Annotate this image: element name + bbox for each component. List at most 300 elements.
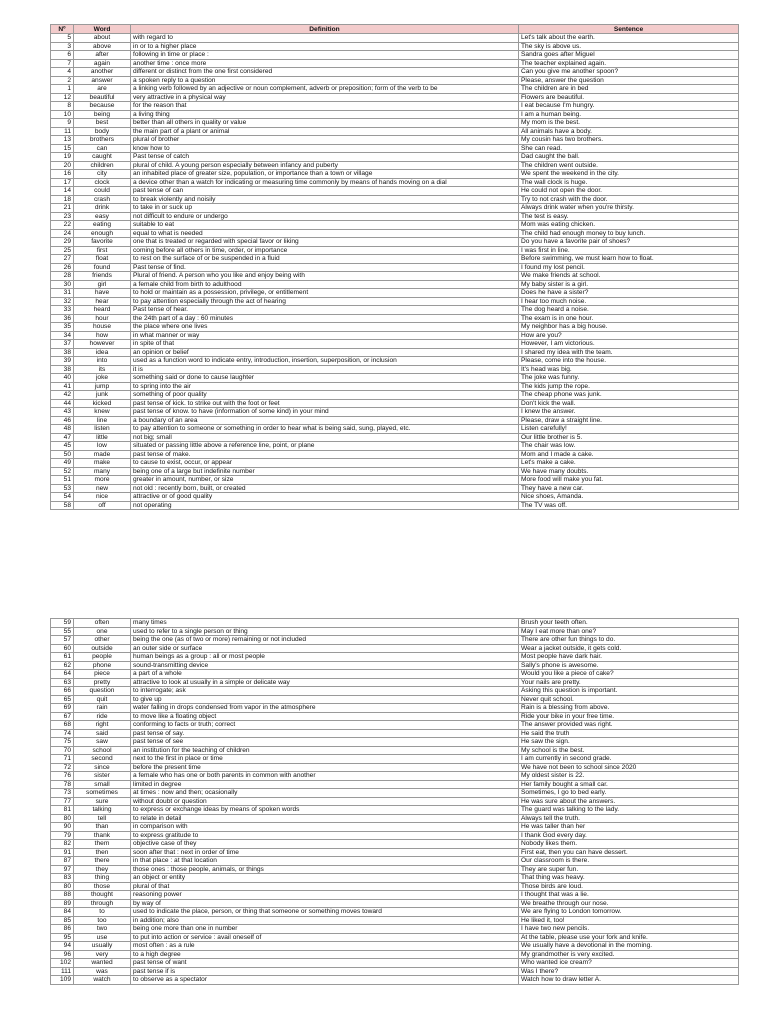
cell-definition: to cause to exist, occur, or appear — [131, 459, 519, 468]
cell-sentence: Nice shoes, Amanda. — [519, 493, 739, 502]
cell-number: 62 — [51, 661, 74, 670]
cell-definition: an institution for the teaching of children — [131, 746, 519, 755]
cell-definition: next to the first in place or time — [131, 755, 519, 764]
cell-sentence: Ride your bike in your free time. — [519, 712, 739, 721]
table-row — [51, 144, 739, 153]
table-row — [51, 136, 739, 145]
cell-sentence: He was taller than her — [519, 823, 739, 832]
cell-word: enough — [74, 229, 131, 238]
cell-sentence: My mom is the best. — [519, 119, 739, 128]
cell-definition: a linking verb followed by an adjective or noun complement, adverb or preposition; form of the verb to be — [131, 85, 519, 94]
table-row — [51, 212, 739, 221]
cell-definition: another time : once more — [131, 59, 519, 68]
cell-sentence: The chair was low. — [519, 442, 739, 451]
cell-number: 47 — [51, 433, 74, 442]
table-row — [51, 848, 739, 857]
cell-number: 34 — [51, 331, 74, 340]
cell-word: after — [74, 51, 131, 60]
cell-word: them — [74, 840, 131, 849]
header-word: Word — [74, 25, 131, 34]
cell-word: another — [74, 68, 131, 77]
cell-word: people — [74, 653, 131, 662]
cell-word: how — [74, 331, 131, 340]
cell-definition: not old : recently born, built, or created — [131, 484, 519, 493]
cell-definition: an object or entity — [131, 874, 519, 883]
cell-word: question — [74, 687, 131, 696]
table-row — [51, 178, 739, 187]
cell-definition: in spite of that — [131, 340, 519, 349]
cell-definition: past tense of kick. to strike out with the foot or feet — [131, 399, 519, 408]
table-row — [51, 789, 739, 798]
cell-sentence: My neighbor has a big house. — [519, 323, 739, 332]
vocabulary-table-bottom — [50, 618, 739, 985]
cell-definition: with regard to — [131, 34, 519, 43]
cell-definition: without doubt or question — [131, 797, 519, 806]
table-row — [51, 908, 739, 917]
cell-number: 6 — [51, 51, 74, 60]
cell-definition: past tense of know. to have (information of some kind) in your mind — [131, 408, 519, 417]
cell-sentence: They have a new car. — [519, 484, 739, 493]
cell-number: 66 — [51, 687, 74, 696]
cell-sentence: I was first in line. — [519, 246, 739, 255]
table-row — [51, 221, 739, 230]
table-row — [51, 433, 739, 442]
table-row — [51, 102, 739, 111]
cell-word: school — [74, 746, 131, 755]
table-row — [51, 899, 739, 908]
cell-word: girl — [74, 280, 131, 289]
cell-word: above — [74, 42, 131, 51]
table-row — [51, 976, 739, 985]
table-row — [51, 746, 739, 755]
cell-definition: to pay attention especially through the act of hearing — [131, 297, 519, 306]
table-row — [51, 678, 739, 687]
table-row — [51, 348, 739, 357]
cell-number: 76 — [51, 772, 74, 781]
cell-word: said — [74, 729, 131, 738]
cell-definition: being one of a large but indefinite number — [131, 467, 519, 476]
table-row — [51, 153, 739, 162]
cell-sentence: The cheap phone was junk. — [519, 391, 739, 400]
cell-word: have — [74, 289, 131, 298]
cell-sentence: Your nails are pretty. — [519, 678, 739, 687]
table-row — [51, 501, 739, 510]
cell-sentence: More food will make you fat. — [519, 476, 739, 485]
table-row — [51, 670, 739, 679]
cell-number: 40 — [51, 374, 74, 383]
cell-word: quit — [74, 695, 131, 704]
table-row — [51, 459, 739, 468]
cell-number: 36 — [51, 314, 74, 323]
cell-number: 19 — [51, 153, 74, 162]
cell-sentence: Most people have dark hair. — [519, 653, 739, 662]
cell-definition: an outer side or surface — [131, 644, 519, 653]
table-row — [51, 933, 739, 942]
cell-sentence: The guard was talking to the lady. — [519, 806, 739, 815]
cell-word: thing — [74, 874, 131, 883]
cell-sentence: I shared my idea with the team. — [519, 348, 739, 357]
cell-word: was — [74, 967, 131, 976]
cell-definition: suitable to eat — [131, 221, 519, 230]
cell-word: clock — [74, 178, 131, 187]
cell-definition: to break violently and noisily — [131, 195, 519, 204]
cell-sentence: The children are in bed — [519, 85, 739, 94]
table-row — [51, 738, 739, 747]
cell-sentence: Who wanted ice cream? — [519, 959, 739, 968]
cell-definition: Plural of friend. A person who you like and enjoy being with — [131, 272, 519, 281]
cell-number: 26 — [51, 263, 74, 272]
cell-word: than — [74, 823, 131, 832]
cell-sentence: Can you give me another spoon? — [519, 68, 739, 77]
cell-number: 38 — [51, 348, 74, 357]
cell-definition: in what manner or way — [131, 331, 519, 340]
cell-sentence: My baby sister is a girl. — [519, 280, 739, 289]
table-row — [51, 493, 739, 502]
cell-definition: objective case of they — [131, 840, 519, 849]
table-row — [51, 399, 739, 408]
cell-sentence: The sky is above us. — [519, 42, 739, 51]
cell-definition: in that place : at that location — [131, 857, 519, 866]
cell-definition: a female who has one or both parents in common with another — [131, 772, 519, 781]
cell-definition: the main part of a plant or animal — [131, 127, 519, 136]
cell-word: again — [74, 59, 131, 68]
cell-word: house — [74, 323, 131, 332]
cell-definition: following in time or place : — [131, 51, 519, 60]
cell-number: 29 — [51, 238, 74, 247]
cell-sentence: She can read. — [519, 144, 739, 153]
cell-word: best — [74, 119, 131, 128]
cell-word: second — [74, 755, 131, 764]
cell-word: being — [74, 110, 131, 119]
cell-word: answer — [74, 76, 131, 85]
table-row — [51, 272, 739, 281]
cell-definition: to take in or suck up — [131, 204, 519, 213]
table-row — [51, 323, 739, 332]
cell-definition: to interrogate; ask — [131, 687, 519, 696]
cell-number: 60 — [51, 644, 74, 653]
cell-definition: being one more than one in number — [131, 925, 519, 934]
cell-number: 7 — [51, 59, 74, 68]
cell-definition: to rest on the surface of or be suspended in a fluid — [131, 255, 519, 264]
cell-word: wanted — [74, 959, 131, 968]
cell-number: 39 — [51, 357, 74, 366]
cell-word: idea — [74, 348, 131, 357]
cell-sentence: Listen carefully! — [519, 425, 739, 434]
cell-sentence: Wear a jacket outside, it gets cold. — [519, 644, 739, 653]
table-row — [51, 416, 739, 425]
cell-number: 28 — [51, 272, 74, 281]
cell-number: 37 — [51, 340, 74, 349]
cell-word: they — [74, 865, 131, 874]
table-row — [51, 882, 739, 891]
cell-definition: a living thing — [131, 110, 519, 119]
cell-number: 45 — [51, 442, 74, 451]
cell-number: 16 — [51, 170, 74, 179]
cell-number: 52 — [51, 467, 74, 476]
cell-definition: at times : now and then; ocasionally — [131, 789, 519, 798]
cell-word: very — [74, 950, 131, 959]
cell-number: 77 — [51, 797, 74, 806]
cell-word: eating — [74, 221, 131, 230]
cell-sentence: There are other fun things to do. — [519, 636, 739, 645]
cell-number: 44 — [51, 399, 74, 408]
cell-number: 64 — [51, 670, 74, 679]
cell-word: thank — [74, 831, 131, 840]
cell-definition: to express or exchange ideas by means of spoken words — [131, 806, 519, 815]
table-row — [51, 289, 739, 298]
cell-number: 20 — [51, 161, 74, 170]
cell-word: knew — [74, 408, 131, 417]
cell-sentence: Watch how to draw letter A. — [519, 976, 739, 985]
table-row — [51, 627, 739, 636]
cell-number: 95 — [51, 933, 74, 942]
cell-definition: many times — [131, 619, 519, 628]
table-row — [51, 874, 739, 883]
cell-definition: to spring into the air — [131, 382, 519, 391]
cell-word: friends — [74, 272, 131, 281]
cell-definition: Past tense of hear. — [131, 306, 519, 315]
cell-definition: equal to what is needed — [131, 229, 519, 238]
cell-number: 70 — [51, 746, 74, 755]
cell-word: easy — [74, 212, 131, 221]
cell-sentence: Mom was eating chicken. — [519, 221, 739, 230]
cell-word: crash — [74, 195, 131, 204]
table-row — [51, 34, 739, 43]
cell-word: because — [74, 102, 131, 111]
cell-sentence: Don't kick the wall. — [519, 399, 739, 408]
cell-word: beautiful — [74, 93, 131, 102]
cell-word: thought — [74, 891, 131, 900]
cell-word: drink — [74, 204, 131, 213]
cell-definition: past tense if is — [131, 967, 519, 976]
cell-number: 81 — [51, 806, 74, 815]
cell-sentence: I thank God every day. — [519, 831, 739, 840]
table-row — [51, 687, 739, 696]
cell-number: 96 — [51, 950, 74, 959]
table-row — [51, 42, 739, 51]
table-row — [51, 857, 739, 866]
cell-word: can — [74, 144, 131, 153]
table-row — [51, 127, 739, 136]
cell-sentence: Her family bought a small car. — [519, 780, 739, 789]
cell-definition: in or to a higher place — [131, 42, 519, 51]
table-row — [51, 306, 739, 315]
table-row — [51, 391, 739, 400]
table-row — [51, 280, 739, 289]
cell-sentence: He saw the sign. — [519, 738, 739, 747]
cell-sentence: Sandra goes after Miguel — [519, 51, 739, 60]
table-row — [51, 823, 739, 832]
cell-sentence: The kids jump the rope. — [519, 382, 739, 391]
cell-sentence: My school is the best. — [519, 746, 739, 755]
table-row — [51, 916, 739, 925]
cell-number: 49 — [51, 459, 74, 468]
cell-sentence: I am currently in second grade. — [519, 755, 739, 764]
cell-word: there — [74, 857, 131, 866]
cell-definition: it is — [131, 365, 519, 374]
cell-number: 50 — [51, 450, 74, 459]
table-row — [51, 93, 739, 102]
table-body-bottom — [51, 619, 739, 985]
table-row — [51, 263, 739, 272]
table-row — [51, 950, 739, 959]
table-header-row — [51, 25, 739, 34]
cell-word: hour — [74, 314, 131, 323]
cell-definition: used as a function word to indicate entry, introduction, insertion, superposition, or inclusion — [131, 357, 519, 366]
cell-word: pretty — [74, 678, 131, 687]
table-row — [51, 85, 739, 94]
cell-sentence: Before swimming, we must learn how to float. — [519, 255, 739, 264]
cell-definition: not big; small — [131, 433, 519, 442]
cell-word: usually — [74, 942, 131, 951]
cell-sentence: The answer provided was right. — [519, 721, 739, 730]
cell-definition: soon after that : next in order of time — [131, 848, 519, 857]
cell-definition: used to indicate the place, person, or thing that someone or something moves toward — [131, 908, 519, 917]
cell-sentence: I have two new pencils. — [519, 925, 739, 934]
cell-sentence: He was sure about the answers. — [519, 797, 739, 806]
cell-sentence: The TV was off. — [519, 501, 739, 510]
cell-definition: past tense of want — [131, 959, 519, 968]
table-row — [51, 695, 739, 704]
cell-sentence: We usually have a devotional in the morning. — [519, 942, 739, 951]
cell-number: 21 — [51, 204, 74, 213]
cell-number: 75 — [51, 738, 74, 747]
cell-sentence: First eat, then you can have dessert. — [519, 848, 739, 857]
cell-definition: a device other than a watch for indicating or measuring time commonly by means of hands moving on a dial — [131, 178, 519, 187]
cell-definition: different or distinct from the one first considered — [131, 68, 519, 77]
cell-word: many — [74, 467, 131, 476]
cell-definition: limited in degree — [131, 780, 519, 789]
cell-definition: to express gratitude to — [131, 831, 519, 840]
cell-sentence: He could not open the door. — [519, 187, 739, 196]
cell-number: 67 — [51, 712, 74, 721]
cell-definition: to a high degree — [131, 950, 519, 959]
cell-number: 5 — [51, 34, 74, 43]
cell-number: 80 — [51, 882, 74, 891]
cell-number: 1 — [51, 85, 74, 94]
cell-number: 17 — [51, 178, 74, 187]
cell-sentence: The dog heard a noise. — [519, 306, 739, 315]
cell-number: 2 — [51, 76, 74, 85]
cell-definition: to give up — [131, 695, 519, 704]
cell-number: 24 — [51, 229, 74, 238]
cell-sentence: My grandmother is very excited. — [519, 950, 739, 959]
cell-definition: an inhabited place of greater size, population, or importance than a town or village — [131, 170, 519, 179]
table-row — [51, 484, 739, 493]
cell-number: 33 — [51, 306, 74, 315]
cell-number: 51 — [51, 476, 74, 485]
cell-number: 88 — [51, 891, 74, 900]
cell-definition: reasoning power — [131, 891, 519, 900]
cell-word: off — [74, 501, 131, 510]
cell-definition: past tense of say. — [131, 729, 519, 738]
cell-word: listen — [74, 425, 131, 434]
cell-definition: used to refer to a single person or thing — [131, 627, 519, 636]
cell-word: to — [74, 908, 131, 917]
cell-number: 58 — [51, 501, 74, 510]
cell-sentence: I hear too much noise. — [519, 297, 739, 306]
table-row — [51, 644, 739, 653]
cell-definition: to observe as a spectator — [131, 976, 519, 985]
cell-definition: most often : as a rule — [131, 942, 519, 951]
cell-word: ride — [74, 712, 131, 721]
cell-word: favorite — [74, 238, 131, 247]
table-row — [51, 942, 739, 951]
cell-sentence: Those birds are loud. — [519, 882, 739, 891]
table-row — [51, 382, 739, 391]
cell-number: 35 — [51, 323, 74, 332]
cell-number: 69 — [51, 704, 74, 713]
cell-word: city — [74, 170, 131, 179]
table-row — [51, 467, 739, 476]
cell-sentence: Please, come into the house. — [519, 357, 739, 366]
header-sentence: Sentence — [519, 25, 739, 34]
cell-number: 55 — [51, 627, 74, 636]
cell-sentence: The exam is in one hour. — [519, 314, 739, 323]
table-row — [51, 661, 739, 670]
cell-word: talking — [74, 806, 131, 815]
table-row — [51, 357, 739, 366]
table-row — [51, 51, 739, 60]
table-row — [51, 374, 739, 383]
cell-number: 9 — [51, 119, 74, 128]
cell-word: nice — [74, 493, 131, 502]
cell-number: 11 — [51, 127, 74, 136]
cell-sentence: I am a human being. — [519, 110, 739, 119]
cell-sentence: We spent the weekend in the city. — [519, 170, 739, 179]
cell-sentence: Flowers are beautiful. — [519, 93, 739, 102]
cell-sentence: He said the truth — [519, 729, 739, 738]
table-row — [51, 110, 739, 119]
table-row — [51, 797, 739, 806]
cell-word: too — [74, 916, 131, 925]
cell-definition: past tense of make. — [131, 450, 519, 459]
cell-number: 3 — [51, 42, 74, 51]
table-row — [51, 763, 739, 772]
cell-definition: something of poor quality — [131, 391, 519, 400]
vocabulary-table-top — [50, 24, 739, 510]
cell-definition: situated or passing little above a reference line, point, or plane — [131, 442, 519, 451]
table-row — [51, 653, 739, 662]
cell-number: 86 — [51, 925, 74, 934]
cell-number: 54 — [51, 493, 74, 502]
table-row — [51, 229, 739, 238]
table-row — [51, 831, 739, 840]
cell-definition: conforming to facts or truth; correct — [131, 721, 519, 730]
cell-number: 18 — [51, 195, 74, 204]
cell-sentence: However, I am victorious. — [519, 340, 739, 349]
cell-word: piece — [74, 670, 131, 679]
cell-sentence: Our little brother is 5. — [519, 433, 739, 442]
cell-number: 23 — [51, 212, 74, 221]
table-row — [51, 806, 739, 815]
cell-word: are — [74, 85, 131, 94]
cell-sentence: The wall clock is huge. — [519, 178, 739, 187]
table-row — [51, 925, 739, 934]
cell-definition: plural of that — [131, 882, 519, 891]
cell-number: 65 — [51, 695, 74, 704]
table-row — [51, 729, 739, 738]
cell-number: 83 — [51, 874, 74, 883]
cell-number: 15 — [51, 144, 74, 153]
cell-word: then — [74, 848, 131, 857]
cell-sentence: Do you have a favorite pair of shoes? — [519, 238, 739, 247]
cell-definition: to put into action or service : avail oneself of — [131, 933, 519, 942]
cell-sentence: My cousin has two brothers. — [519, 136, 739, 145]
cell-number: 63 — [51, 678, 74, 687]
table-row — [51, 408, 739, 417]
cell-word: those — [74, 882, 131, 891]
